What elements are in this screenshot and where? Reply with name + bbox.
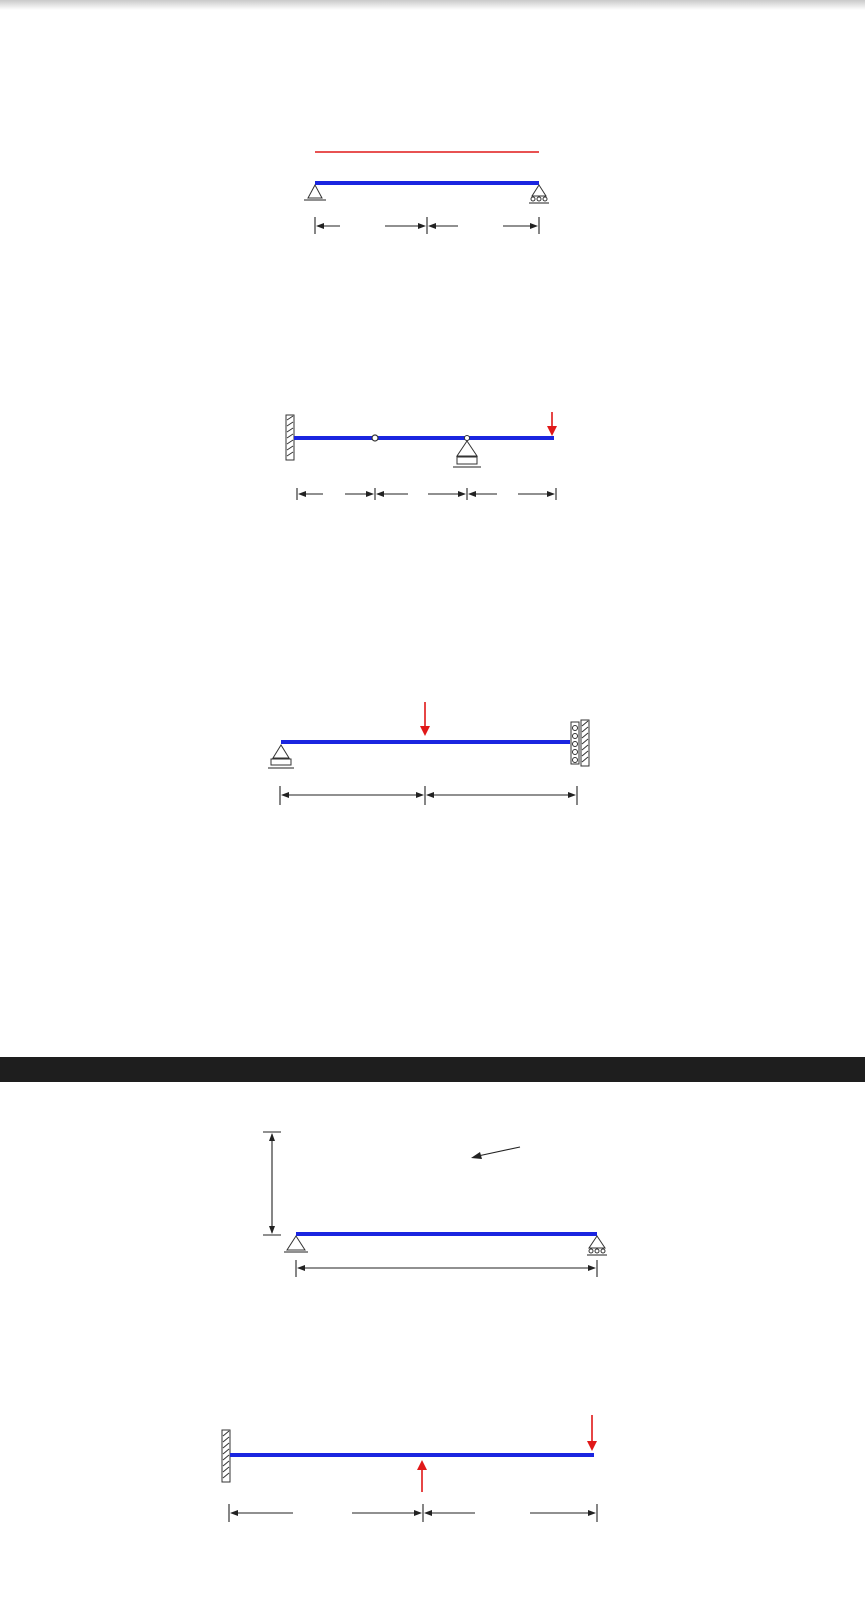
- figure-t4-1: [0, 120, 865, 305]
- dimension-lines: [315, 217, 539, 234]
- roller-support-b: [529, 185, 549, 203]
- load-arrow-q: [417, 1460, 427, 1492]
- load-arrow-p: [587, 1415, 597, 1451]
- dimension-lines: [229, 1504, 597, 1522]
- span-dimension: [296, 1260, 597, 1277]
- pin-support-a: [284, 1236, 308, 1252]
- roller-support-c: [453, 441, 481, 467]
- roller-support-a: [268, 745, 294, 768]
- pin-support-a: [304, 185, 326, 200]
- page-divider-bar: [0, 1057, 865, 1082]
- figure-t4-3: [0, 690, 865, 855]
- w0-dimension: [263, 1132, 281, 1235]
- fixed-support-a: [286, 415, 294, 460]
- hinge-c: [465, 436, 470, 441]
- dimension-lines: [297, 488, 556, 500]
- figure-t4-4: [0, 1125, 865, 1325]
- figure-t4-5: [0, 1410, 865, 1600]
- figure-t4-2: [0, 380, 865, 550]
- top-shadow-bar: [0, 0, 865, 10]
- internal-hinge-b: [372, 435, 378, 441]
- dimension-lines: [280, 786, 577, 805]
- equation-pointer-arrow: [471, 1147, 520, 1159]
- fixed-support-a: [222, 1430, 230, 1482]
- roller-support-b: [587, 1236, 607, 1255]
- guided-support-b: [571, 720, 589, 766]
- point-load-arrow: [547, 412, 557, 436]
- point-load-arrow: [420, 702, 430, 736]
